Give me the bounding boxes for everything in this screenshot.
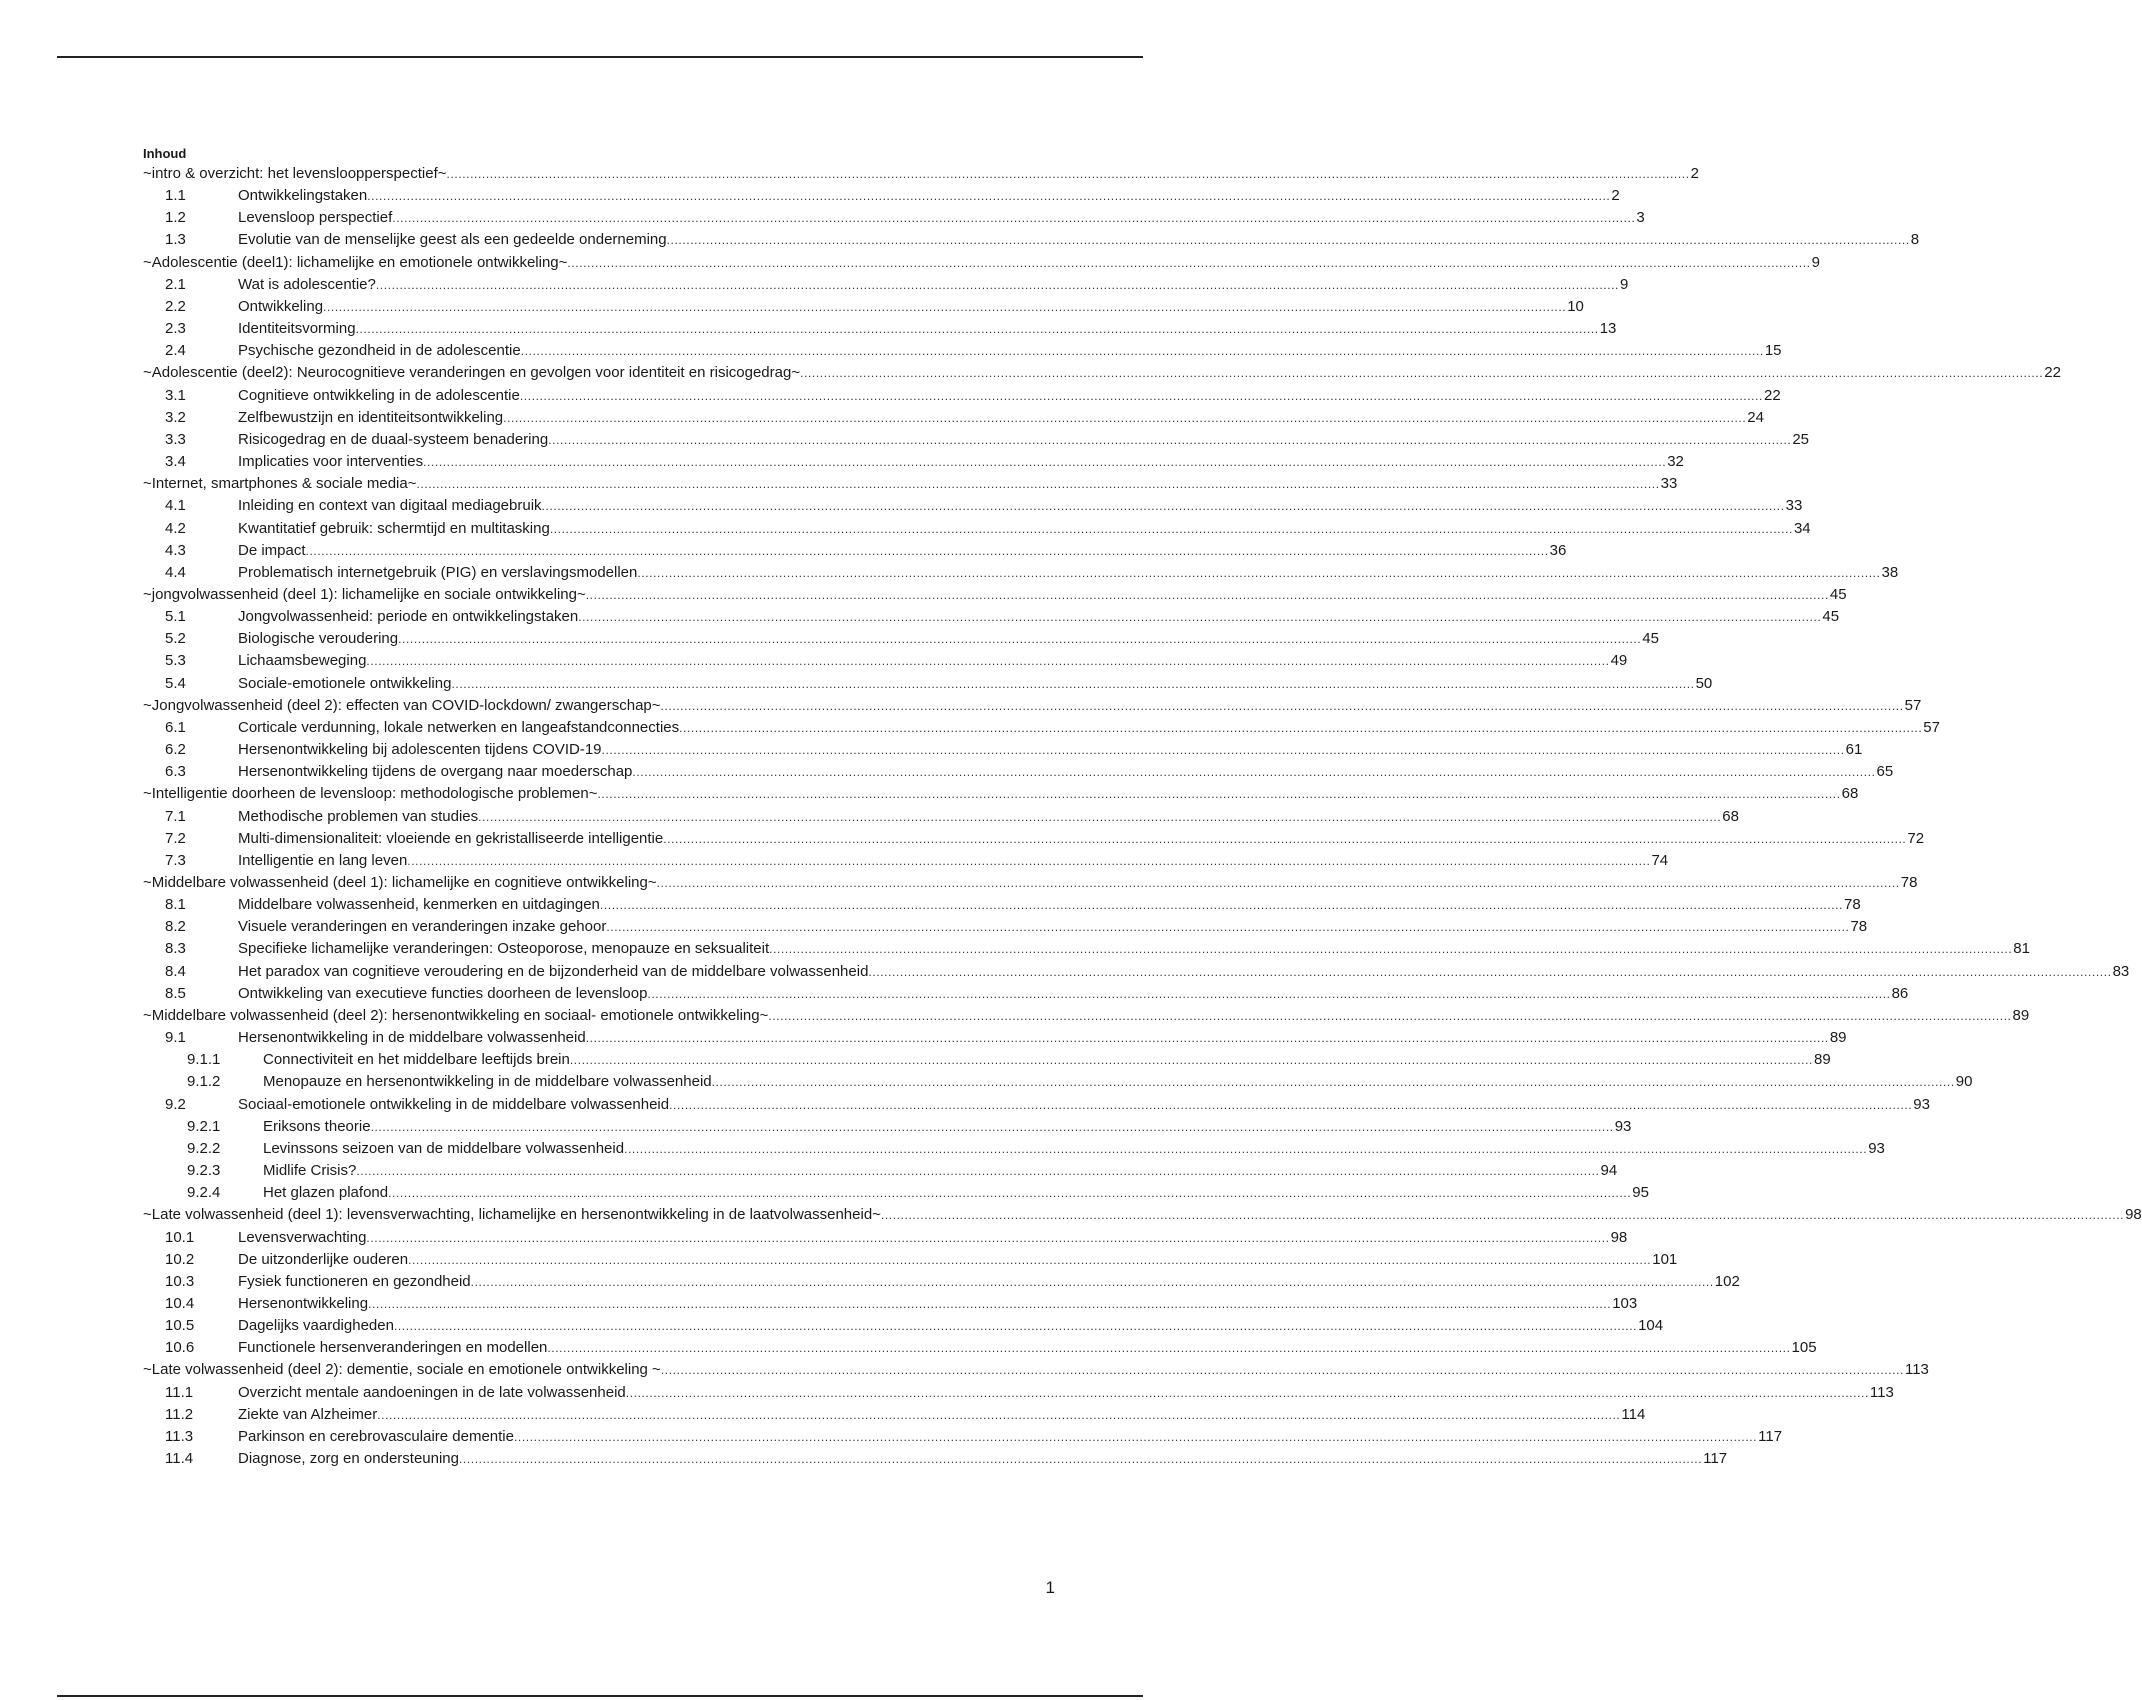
toc-entry-page: 105 <box>1791 1339 1817 1357</box>
toc-entry-number: 2.2 <box>165 297 186 315</box>
toc-entry-page: 113 <box>1869 1383 1894 1401</box>
toc-dot-leader <box>570 1049 1813 1071</box>
toc-section-entry[interactable] <box>143 207 1645 229</box>
page-number: 1 <box>1045 1578 1055 1597</box>
toc-entry-number: 10.4 <box>165 1294 195 1312</box>
toc-entry-number: 4.1 <box>165 497 186 515</box>
toc-entry-title: Diagnose, zorg en ondersteuning <box>238 1450 459 1468</box>
toc-entry-title: Biologische veroudering <box>238 630 399 648</box>
toc-entry-page: 72 <box>1907 829 1925 847</box>
toc-entry-title: Multi-dimensionaliteit: vloeiende en gekristalliseerde intelligentie <box>238 829 664 847</box>
toc-entry-page: 57 <box>1904 696 1922 714</box>
toc-section-entry[interactable] <box>143 1382 1894 1404</box>
toc-dot-leader <box>323 296 1566 318</box>
toc-section-entry[interactable] <box>143 1227 1628 1249</box>
toc-entry-page: 45 <box>1822 608 1840 626</box>
toc-entry-title: Levinssons seizoen van de middelbare volwassenheid <box>263 1139 625 1157</box>
toc-section-entry[interactable] <box>143 628 1659 650</box>
toc-entry-number: 5.3 <box>165 652 186 670</box>
toc-section-entry[interactable] <box>143 673 1713 695</box>
toc-entry-page: 68 <box>1841 785 1859 803</box>
toc-section-entry[interactable] <box>143 806 1739 828</box>
toc-dot-leader <box>578 606 1821 628</box>
toc-section-entry[interactable] <box>143 540 1567 562</box>
toc-entry-title: Middelbare volwassenheid, kenmerken en uitdagingen <box>238 896 600 914</box>
toc-dot-leader <box>471 1271 1714 1293</box>
toc-section-entry[interactable] <box>143 429 1810 451</box>
toc-dot-leader <box>632 761 1875 783</box>
toc-dot-leader <box>503 407 1746 429</box>
toc-dot-leader <box>366 1227 1609 1249</box>
toc-entry-page: 38 <box>1881 563 1899 581</box>
toc-entry-page: 49 <box>1610 652 1628 670</box>
toc-entry-page: 8 <box>1910 231 1920 249</box>
toc-dot-leader <box>647 983 1890 1005</box>
toc-entry-number: 9.2.2 <box>187 1139 221 1157</box>
toc-entry-title: Evolutie van de menselijke geest als een gedeelde onderneming <box>238 231 667 249</box>
toc-list <box>143 163 2142 1470</box>
toc-chapter-entry[interactable] <box>143 252 1820 274</box>
toc-entry-title: Het paradox van cognitieve veroudering en de bijzonderheid van de middelbare volwassenheid <box>238 962 869 980</box>
table-of-contents <box>143 145 2142 1470</box>
toc-dot-leader <box>356 318 1599 340</box>
toc-dot-leader <box>423 451 1666 473</box>
toc-entry-title: Ontwikkeling van executieve functies doorheen de levensloop <box>238 984 648 1002</box>
toc-dot-leader <box>586 1027 1829 1049</box>
toc-entry-page: 78 <box>1844 896 1861 914</box>
toc-entry-title: Wat is adolescentie? <box>238 275 376 293</box>
toc-section-entry[interactable] <box>143 1182 1649 1204</box>
toc-section-entry[interactable] <box>143 1094 1930 1116</box>
toc-entry-number: 6.3 <box>165 763 186 781</box>
toc-entry-title: Methodische problemen van studies <box>238 807 479 825</box>
toc-entry-title: Ziekte van Alzheimer <box>238 1405 378 1423</box>
toc-entry-page: 45 <box>1829 585 1847 603</box>
toc-section-entry[interactable] <box>143 518 1811 540</box>
toc-entry-number: 9.1 <box>165 1029 186 1047</box>
toc-dot-leader <box>377 1404 1620 1426</box>
toc-section-entry[interactable] <box>143 1049 1831 1071</box>
toc-entry-title: Corticale verdunning, lokale netwerken en langeafstandconnecties <box>238 718 680 736</box>
toc-entry-page: 81 <box>2013 940 2030 958</box>
toc-entry-page: 86 <box>1891 984 1909 1002</box>
toc-entry-page: 13 <box>1599 320 1617 338</box>
toc-section-entry[interactable] <box>143 1249 1678 1271</box>
toc-entry-number: 3.4 <box>165 453 186 471</box>
toc-entry-page: 89 <box>2012 1006 2030 1024</box>
toc-entry-page: 34 <box>1793 519 1811 537</box>
toc-section-entry[interactable] <box>143 318 1617 340</box>
toc-entry-page: 83 <box>2112 962 2130 980</box>
toc-dot-leader <box>637 562 1880 584</box>
toc-entry-title: Overzicht mentale aandoeningen in de late volwassenheid <box>238 1383 626 1401</box>
toc-section-entry[interactable] <box>143 1315 1664 1337</box>
toc-section-entry[interactable] <box>143 1116 1632 1138</box>
toc-entry-title: Zelfbewustzijn en identiteitsontwikkeling <box>238 408 504 426</box>
toc-entry-page: 95 <box>1632 1184 1649 1202</box>
toc-dot-leader <box>366 650 1609 672</box>
toc-entry-number: 4.2 <box>165 519 186 537</box>
toc-dot-leader <box>376 274 1619 296</box>
toc-entry-page: 9 <box>1620 275 1629 293</box>
toc-entry-title: Identiteitsvorming <box>238 320 356 338</box>
toc-entry-number: 10.2 <box>165 1250 195 1268</box>
toc-entry-title: De impact <box>238 541 306 559</box>
toc-chapter-entry[interactable] <box>143 695 1922 717</box>
toc-section-entry[interactable] <box>143 1293 1638 1315</box>
toc-entry-number: 3.1 <box>165 386 186 404</box>
toc-entry-title: Dagelijks vaardigheden <box>238 1317 394 1335</box>
toc-entry-title: Midlife Crisis? <box>263 1162 357 1180</box>
toc-entry-page: 117 <box>1758 1427 1783 1445</box>
toc-entry-title: Jongvolwassenheid: periode en ontwikkelingstaken <box>238 608 579 626</box>
toc-entry-number: 3.3 <box>165 430 186 448</box>
toc-entry-number: 8.2 <box>165 918 186 936</box>
toc-entry-title: Inleiding en context van digitaal mediagebruik <box>238 497 542 515</box>
toc-entry-title: ~Intelligentie doorheen de levensloop: methodologische problemen~ <box>143 785 598 803</box>
toc-dot-leader <box>542 495 1785 517</box>
toc-dot-leader <box>398 628 1641 650</box>
toc-entry-number: 4.4 <box>165 563 186 581</box>
toc-entry-number: 2.1 <box>165 275 186 293</box>
toc-entry-title: Psychische gezondheid in de adolescentie <box>238 342 521 360</box>
toc-dot-leader <box>663 828 1906 850</box>
toc-entry-title: ~Internet, smartphones & sociale media~ <box>143 475 417 493</box>
toc-section-entry[interactable] <box>143 916 1868 938</box>
toc-section-entry[interactable] <box>143 495 1803 517</box>
toc-entry-page: 2 <box>1690 165 1699 182</box>
toc-section-entry[interactable] <box>143 961 2130 983</box>
toc-entry-title: Hersenontwikkeling tijdens de overgang naar moederschap <box>238 763 633 781</box>
toc-entry-number: 9.2.1 <box>187 1117 221 1135</box>
toc-chapter-entry[interactable] <box>143 362 2061 384</box>
toc-dot-leader <box>392 207 1635 229</box>
toc-dot-leader <box>881 1204 2124 1226</box>
toc-dot-leader <box>868 961 2111 983</box>
toc-entry-number: 8.4 <box>165 962 186 980</box>
toc-entry-title: ~Adolescentie (deel1): lichamelijke en emotionele ontwikkeling~ <box>143 253 568 271</box>
toc-entry-number: 10.5 <box>165 1317 195 1335</box>
toc-dot-leader <box>600 894 1843 916</box>
toc-entry-number: 10.3 <box>165 1272 195 1290</box>
toc-section-entry[interactable] <box>143 274 1629 296</box>
toc-entry-page: 33 <box>1785 497 1803 515</box>
toc-entry-title: Eriksons theorie <box>263 1117 371 1135</box>
toc-entry-number: 6.1 <box>165 718 186 736</box>
toc-entry-number: 5.1 <box>165 608 186 626</box>
toc-section-entry[interactable] <box>143 185 1620 207</box>
toc-entry-title: Menopauze en hersenontwikkeling in de middelbare volwassenheid <box>263 1073 712 1091</box>
toc-dot-leader <box>602 739 1845 761</box>
toc-entry-number: 1.1 <box>165 187 186 205</box>
toc-entry-number: 10.6 <box>165 1339 195 1357</box>
toc-entry-page: 50 <box>1695 674 1713 692</box>
toc-entry-title: Levensverwachting <box>238 1228 367 1246</box>
toc-dot-leader <box>548 429 1791 451</box>
toc-dot-leader <box>667 229 1910 251</box>
toc-section-entry[interactable] <box>143 1448 1728 1470</box>
toc-entry-title: ~jongvolwassenheid (deel 1): lichamelijke en sociale ontwikkeling~ <box>143 585 586 603</box>
toc-entry-page: 22 <box>1763 386 1781 404</box>
toc-dot-leader <box>624 1138 1867 1160</box>
toc-section-entry[interactable] <box>143 650 1628 672</box>
toc-dot-leader <box>547 1337 1790 1359</box>
toc-dot-leader <box>478 806 1721 828</box>
toc-entry-title: ~Middelbare volwassenheid (deel 1): lichamelijke en cognitieve ontwikkeling~ <box>143 874 657 891</box>
toc-entry-page: 15 <box>1764 342 1782 360</box>
toc-entry-page: 22 <box>2044 364 2061 382</box>
toc-dot-leader <box>417 473 1660 495</box>
toc-dot-leader <box>606 916 1849 938</box>
toc-entry-title: ~Late volwassenheid (deel 1): levensverwachting, lichamelijke en hersenontwikkeling in de laatvolwassenheid~ <box>143 1206 881 1224</box>
toc-entry-page: 94 <box>1600 1162 1618 1180</box>
toc-entry-page: 57 <box>1923 718 1940 736</box>
toc-entry-number: 8.1 <box>165 896 186 914</box>
toc-entry-page: 113 <box>1904 1361 1929 1379</box>
toc-entry-page: 9 <box>1811 253 1820 271</box>
toc-entry-title: Visuele veranderingen en veranderingen inzake gehoor <box>238 918 607 936</box>
toc-entry-page: 36 <box>1549 541 1567 559</box>
toc-entry-number: 8.3 <box>165 940 186 958</box>
toc-entry-title: Sociale-emotionele ontwikkeling <box>238 674 452 692</box>
toc-entry-number: 6.2 <box>165 741 186 759</box>
toc-entry-number: 7.3 <box>165 851 186 869</box>
toc-entry-title: Hersenontwikkeling in de middelbare volwassenheid <box>238 1029 586 1047</box>
toc-section-entry[interactable] <box>143 606 1840 628</box>
toc-entry-number: 7.2 <box>165 829 186 847</box>
toc-entry-page: 98 <box>1610 1228 1628 1246</box>
toc-dot-leader <box>598 783 1841 805</box>
toc-section-entry[interactable] <box>143 340 1782 362</box>
toc-entry-number: 10.1 <box>165 1228 195 1246</box>
toc-section-entry[interactable] <box>143 1426 1783 1448</box>
toc-dot-leader <box>514 1426 1757 1448</box>
toc-entry-page: 74 <box>1651 851 1669 869</box>
toc-entry-number: 11.3 <box>165 1427 194 1445</box>
toc-chapter-entry[interactable] <box>143 872 1918 894</box>
toc-entry-page: 93 <box>1868 1139 1885 1157</box>
toc-section-entry[interactable] <box>143 296 1584 318</box>
toc-entry-title: Functionele hersenveranderingen en modellen <box>238 1339 548 1357</box>
toc-section-entry[interactable] <box>143 385 1781 407</box>
toc-entry-number: 9.1.1 <box>187 1051 221 1069</box>
toc-dot-leader <box>447 163 1690 185</box>
toc-entry-page: 114 <box>1621 1405 1646 1423</box>
toc-dot-leader <box>388 1182 1631 1204</box>
toc-chapter-entry[interactable] <box>143 1005 2030 1027</box>
toc-entry-number: 9.2 <box>165 1095 186 1113</box>
toc-entry-page: 10 <box>1567 297 1584 315</box>
toc-entry-number: 9.1.2 <box>187 1073 221 1091</box>
toc-entry-page: 45 <box>1642 630 1659 648</box>
toc-entry-title: Hersenontwikkeling bij adolescenten tijdens COVID-19 <box>238 741 602 759</box>
toc-entry-number: 4.3 <box>165 541 186 559</box>
toc-chapter-entry[interactable] <box>143 1204 2142 1226</box>
toc-entry-page: 90 <box>1955 1073 1973 1091</box>
toc-entry-title: Cognitieve ontwikkeling in de adolescentie <box>238 386 520 404</box>
toc-dot-leader <box>408 1249 1651 1271</box>
toc-entry-title: Kwantitatief gebruik: schermtijd en multitasking <box>238 519 550 537</box>
toc-dot-leader <box>586 584 1829 606</box>
toc-entry-title: Connectiviteit en het middelbare leeftijds brein <box>263 1051 570 1069</box>
toc-section-entry[interactable] <box>143 229 1920 251</box>
toc-dot-leader <box>371 1116 1614 1138</box>
toc-entry-title: Het glazen plafond <box>263 1184 389 1202</box>
toc-entry-page: 3 <box>1636 209 1645 227</box>
toc-entry-title: Sociaal-emotionele ontwikkeling in de middelbare volwassenheid <box>238 1095 670 1113</box>
toc-section-entry[interactable] <box>143 739 1863 761</box>
toc-dot-leader <box>306 540 1549 562</box>
toc-dot-leader <box>407 850 1650 872</box>
toc-entry-number: 8.5 <box>165 984 186 1002</box>
toc-entry-number: 1.2 <box>165 209 186 227</box>
toc-section-entry[interactable] <box>143 451 1684 473</box>
toc-entry-page: 102 <box>1714 1272 1740 1290</box>
toc-dot-leader <box>626 1382 1869 1404</box>
toc-entry-title: Ontwikkeling <box>238 297 324 315</box>
toc-entry-page: 61 <box>1845 741 1863 759</box>
toc-entry-number: 11.4 <box>165 1450 194 1468</box>
toc-entry-page: 33 <box>1660 475 1678 493</box>
toc-entry-page: 93 <box>1614 1117 1632 1135</box>
toc-entry-number: 1.3 <box>165 231 186 249</box>
toc-entry-title: Fysiek functioneren en gezondheid <box>238 1272 471 1290</box>
toc-entry-page: 24 <box>1747 408 1764 426</box>
toc-entry-page: 78 <box>1900 874 1918 891</box>
toc-entry-title: ~Adolescentie (deel2): Neurocognitieve veranderingen en gevolgen voor identiteit en risicogedrag~ <box>143 364 801 382</box>
toc-section-entry[interactable] <box>143 1160 1618 1182</box>
toc-dot-leader <box>712 1071 1955 1093</box>
toc-entry-title: ~Late volwassenheid (deel 2): dementie, sociale en emotionele ontwikkeling ~ <box>143 1361 661 1379</box>
toc-dot-leader <box>451 673 1694 695</box>
toc-entry-number: 11.2 <box>165 1405 194 1423</box>
toc-dot-leader <box>657 872 1900 894</box>
toc-entry-page: 98 <box>2125 1206 2142 1224</box>
toc-dot-leader <box>768 1005 2011 1027</box>
toc-entry-title: Implicaties voor interventies <box>238 453 424 471</box>
toc-entry-number: 11.1 <box>165 1383 194 1401</box>
toc-section-entry[interactable] <box>143 1071 1973 1093</box>
toc-dot-leader <box>800 362 2043 384</box>
toc-entry-page: 93 <box>1913 1095 1930 1113</box>
toc-entry-title: Intelligentie en lang leven <box>238 851 408 869</box>
toc-entry-page: 104 <box>1638 1317 1664 1335</box>
toc-dot-leader <box>368 1293 1611 1315</box>
toc-section-entry[interactable] <box>143 894 1861 916</box>
toc-entry-title: Risicogedrag en de duaal-systeem benadering <box>238 430 549 448</box>
toc-entry-page: 103 <box>1612 1294 1638 1312</box>
toc-chapter-entry[interactable] <box>143 584 1847 606</box>
toc-dot-leader <box>567 252 1810 274</box>
toc-dot-leader <box>661 695 1904 717</box>
toc-section-entry[interactable] <box>143 1138 1885 1160</box>
toc-dot-leader <box>356 1160 1599 1182</box>
toc-entry-number: 2.3 <box>165 320 186 338</box>
toc-entry-title: Levensloop perspectief <box>238 209 393 227</box>
toc-entry-number: 5.2 <box>165 630 186 648</box>
toc-dot-leader <box>367 185 1610 207</box>
toc-dot-leader <box>459 1448 1702 1470</box>
toc-section-entry[interactable] <box>143 407 1764 429</box>
toc-entry-page: 78 <box>1850 918 1868 936</box>
toc-entry-page: 68 <box>1722 807 1739 825</box>
toc-entry-page: 65 <box>1876 763 1894 781</box>
toc-entry-page: 89 <box>1829 1029 1847 1047</box>
toc-section-entry[interactable] <box>143 983 1909 1005</box>
toc-dot-leader <box>394 1315 1637 1337</box>
toc-entry-number: 9.2.4 <box>187 1184 221 1202</box>
toc-entry-number: 5.4 <box>165 674 186 692</box>
toc-entry-title: ~Middelbare volwassenheid (deel 2): hersenontwikkeling en sociaal- emotionele ontwikkeling~ <box>143 1006 769 1024</box>
toc-entry-page: 89 <box>1813 1051 1831 1069</box>
toc-entry-page: 101 <box>1652 1250 1678 1268</box>
toc-section-entry[interactable] <box>143 850 1669 872</box>
toc-chapter-entry[interactable] <box>143 1359 1929 1381</box>
toc-entry-title: De uitzonderlijke ouderen <box>238 1250 409 1268</box>
footer-rule <box>57 1695 1143 1697</box>
toc-dot-leader <box>669 1094 1912 1116</box>
toc-section-entry[interactable] <box>143 938 2030 960</box>
toc-dot-leader <box>550 518 1793 540</box>
toc-section-entry[interactable] <box>143 717 1940 739</box>
toc-dot-leader <box>521 340 1764 362</box>
toc-entry-page: 32 <box>1667 453 1684 471</box>
toc-entry-number: 9.2.3 <box>187 1162 221 1180</box>
toc-section-entry[interactable] <box>143 828 1925 850</box>
toc-title: Inhoud <box>143 146 187 161</box>
toc-entry-title: Problematisch internetgebruik (PIG) en verslavingsmodellen <box>238 563 638 581</box>
toc-chapter-entry[interactable] <box>143 163 1699 185</box>
toc-section-entry[interactable] <box>143 1271 1740 1293</box>
toc-entry-title: Hersenontwikkeling <box>238 1294 369 1312</box>
toc-entry-title: Parkinson en cerebrovasculaire dementie <box>238 1427 514 1445</box>
toc-chapter-entry[interactable] <box>143 783 1859 805</box>
toc-entry-title: ~intro & overzicht: het levensloopperspectief~ <box>143 165 447 182</box>
toc-dot-leader <box>679 717 1922 739</box>
toc-chapter-entry[interactable] <box>143 473 1678 495</box>
toc-entry-title: Specifieke lichamelijke veranderingen: Osteoporose, menopauze en seksualiteit <box>238 940 770 958</box>
toc-entry-number: 7.1 <box>165 807 186 825</box>
toc-section-entry[interactable] <box>143 761 1894 783</box>
toc-entry-title: ~Jongvolwassenheid (deel 2): effecten van COVID-lockdown/ zwangerschap~ <box>143 696 661 714</box>
toc-entry-page: 25 <box>1792 430 1810 448</box>
toc-dot-leader <box>661 1359 1904 1381</box>
toc-section-entry[interactable] <box>143 562 1899 584</box>
toc-entry-number: 3.2 <box>165 408 186 426</box>
toc-entry-page: 117 <box>1703 1450 1728 1468</box>
toc-dot-leader <box>769 938 2012 960</box>
toc-section-entry[interactable] <box>143 1027 1847 1049</box>
toc-entry-title: Lichaamsbeweging <box>238 652 367 670</box>
header-rule <box>57 56 1143 58</box>
toc-dot-leader <box>520 385 1763 407</box>
toc-section-entry[interactable] <box>143 1337 1817 1359</box>
toc-entry-title: Ontwikkelingstaken <box>238 187 368 205</box>
toc-section-entry[interactable] <box>143 1404 1646 1426</box>
toc-entry-number: 2.4 <box>165 342 186 360</box>
toc-entry-page: 2 <box>1611 187 1620 205</box>
